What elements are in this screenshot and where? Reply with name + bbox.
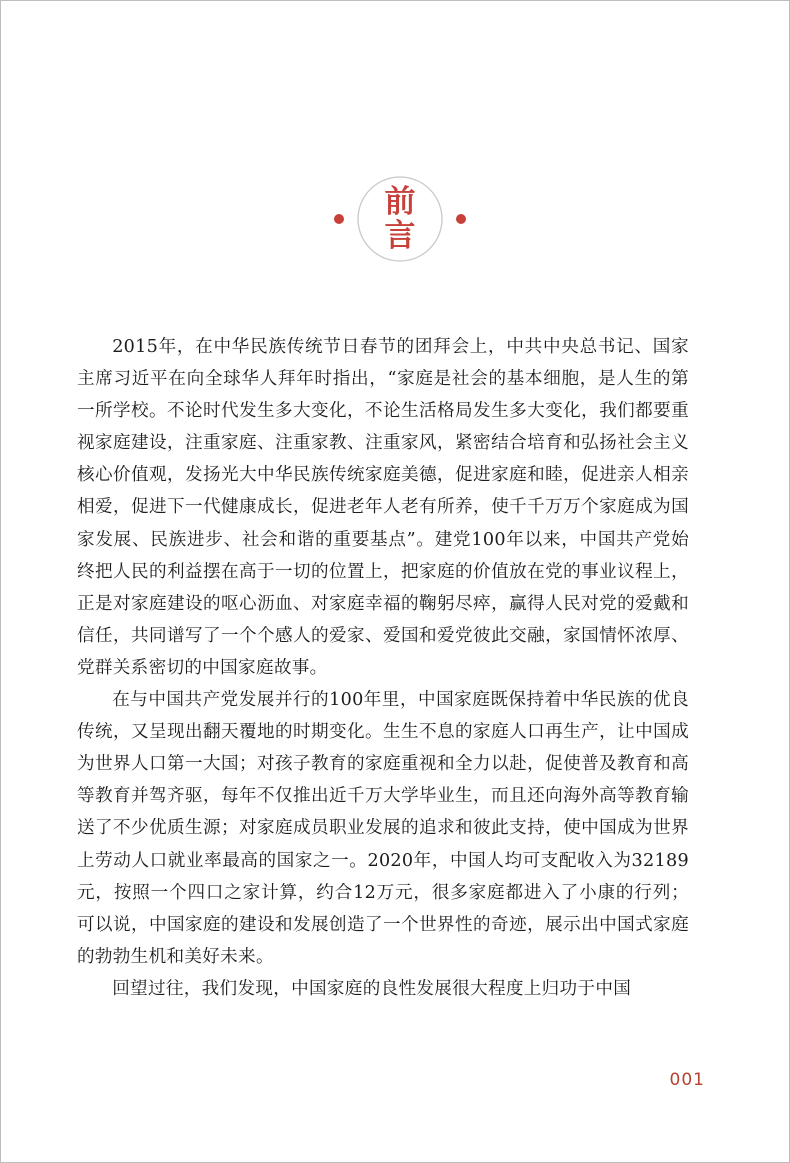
preface-body	[77, 331, 689, 1005]
paragraph-3: 回望过往，我们发现，中国家庭的良性发展很大程度上归功于中国	[112, 978, 632, 999]
paragraph-2: 在与中国共产党发展并行的100年里，中国家庭既保持着中华民族的优良传统，又呈现出翻天覆地的时期变化。生生不息的家庭人口再生产，让中国成为世界人口第一大国；对孩子教育的家庭重视和全力以赴，促使普及教育和高等教育并驾齐驱，每年不仅推出近千万大学毕业生，而且还向海外高等教育输送了不少优质生源；对家庭成员职业发展的追求和彼此支持，使中国成为世界上劳动人口就业率最高的国家之一。2020年，中国人均可支配收入为32189元，按照一个四口之家计算，约合12万元，很多家庭都进入了小康的行列；可以说，中国家庭的建设和发展创造了一个世界性的奇迹，展示出中国式家庭的勃勃生机和美好未来。	[77, 690, 689, 967]
preface-heading-emblem	[334, 169, 466, 269]
preface-title-char-2: 言	[384, 218, 416, 254]
page-number: 001	[669, 1070, 705, 1090]
paragraph-1: 2015年，在中华民族传统节日春节的团拜会上，中共中央总书记、国家主席习近平在向全球华人拜年时指出，“家庭是社会的基本细胞，是人生的第一所学校。不论时代发生多大变化，不论生活格局发生多大变化，我们都要重视家庭建设，注重家庭、注重家教、注重家风，紧密结合培育和弘扬社会主义核心价值观，发扬光大中华民族传统家庭美德，促进家庭和睦，促进亲人相亲相爱，促进下一代健康成长，促进老年人老有所养，使千千万万个家庭成为国家发展、民族进步、社会和谐的重要基点”。建党100年以来，中国共产党始终把人民的利益摆在高于一切的位置上，把家庭的价值放在党的事业议程上，正是对家庭建设的呕心沥血、对家庭幸福的鞠躬尽瘁，赢得人民对党的爱戴和信任，共同谱写了一个个感人的爱家、爱国和爱党彼此交融，家国情怀浓厚、党群关系密切的中国家庭故事。	[77, 337, 689, 678]
preface-title	[334, 169, 466, 269]
preface-title-char-1: 前	[384, 184, 416, 220]
